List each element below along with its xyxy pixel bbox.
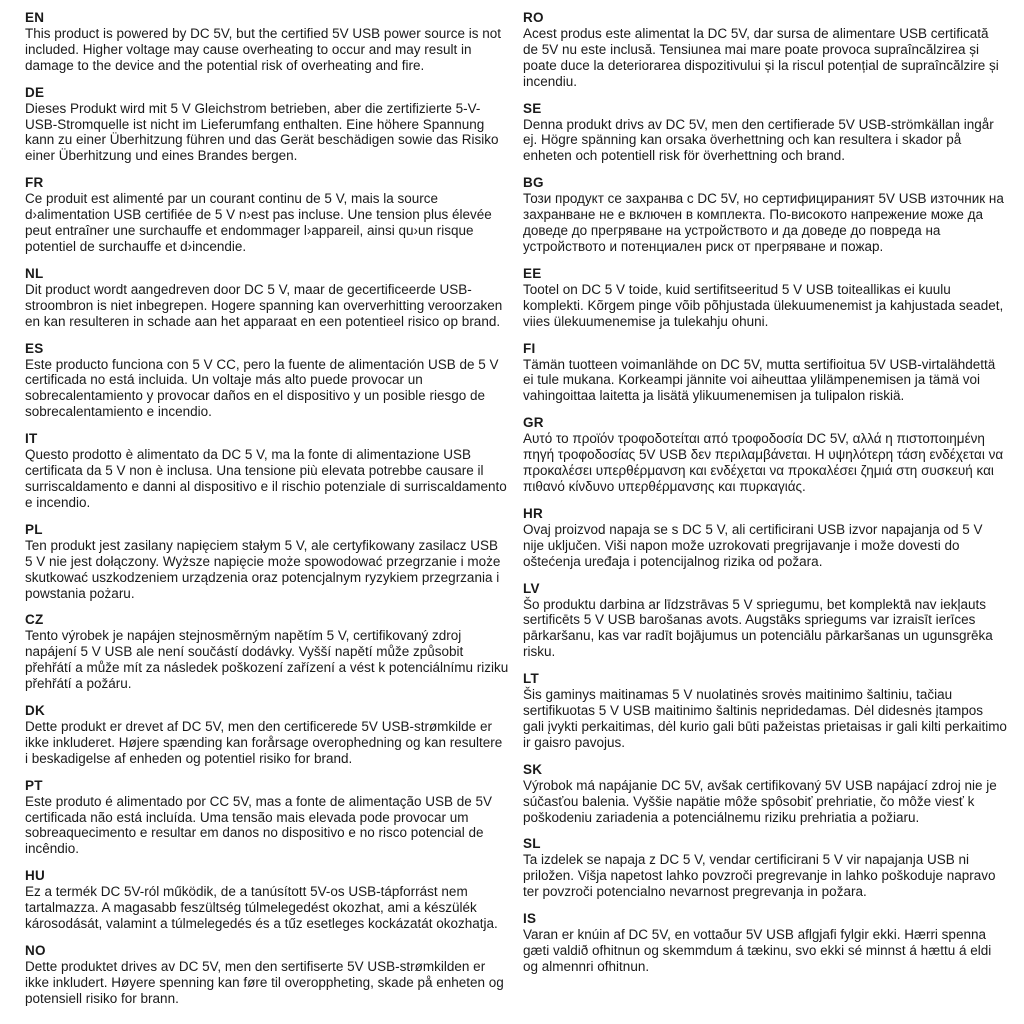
right-column <box>523 10 1007 1024</box>
language-section-se <box>523 101 1007 165</box>
language-section-hr <box>523 506 1007 570</box>
language-section-lt <box>523 671 1007 751</box>
language-code-label: HU <box>25 868 45 884</box>
warning-text: Този продукт се захранва с DC 5V, но сертифицираният 5V USB източник на захранване не е включен в комплекта. По-високото напрежение може да доведе до прегряване на устройството и да доведе до повреда на устройството и потенциален риск от прегряване и пожар. <box>523 191 1004 254</box>
language-code-label: RO <box>523 10 544 25</box>
warning-text: Ez a termék DC 5V-ról működik, de a tanúsított 5V-os USB-tápforrást nem tartalmazza. A magasabb feszültség túlmelegedést okozhat, ami a készülék károsodását, valamint a túlmelegedés és a tűz esetleges kockázatát okozhatja. <box>25 884 498 932</box>
language-section-lv <box>523 581 1007 661</box>
language-section-pt <box>25 778 509 858</box>
language-code-label: IT <box>25 431 38 447</box>
language-code-label: DK <box>25 703 45 719</box>
warning-text: Dette produktet drives av DC 5V, men den sertifiserte 5V USB-strømkilden er ikke inkludert. Høyere spenning kan føre til overoppheting, skade på enheten og potensiell risiko for brann. <box>25 958 504 1006</box>
language-section-gr <box>523 415 1007 495</box>
warning-text: Šis gaminys maitinamas 5 V nuolatinės srovės maitinimo šaltiniu, tačiau sertifikuotas 5 V USB maitinimo šaltinis nepridedamas. Dėl didesnės įtampos gali įvykti perkaitimas, dėl kurio gali būti pažeistas prietaisas ir gali kilti perkaitimo ir gaisro pavojus. <box>523 687 1007 750</box>
warning-text: Dette produkt er drevet af DC 5V, men den certificerede 5V USB-strømkilde er ikke inkluderet. Højere spænding kan forårsage overophedning og kan resultere i beskadigelse af enheden og potentiel risiko for brand. <box>25 718 503 766</box>
language-code-label: SK <box>523 761 543 777</box>
warning-text: Varan er knúin af DC 5V, en vottaður 5V USB aflgjafi fylgir ekki. Hærri spenna gæti valdið ofhitnun og skemmdum á tækinu, svo ekki sé minnst á hættu á eldi og almennri ofhitnun. <box>523 927 992 974</box>
language-code-label: SE <box>523 100 542 116</box>
warning-text: Dieses Produkt wird mit 5 V Gleichstrom betrieben, aber die zertifizierte 5-V-USB-Stromquelle ist nicht im Lieferumfang enthalten. Eine höhere Spannung kann zu einer Überhitzung führen und das Gerät beschädigen sowie das Risiko einer Überhitzung und eines Brandes bergen. <box>25 100 499 164</box>
warning-text: Este producto funciona con 5 V CC, pero la fuente de alimentación USB de 5 V certificada no está incluida. Un voltaje más alto puede provocar un sobrecalentamiento y provocar daños en el dispositivo y un posible riesgo de sobrecalentamiento e incendio. <box>25 356 499 420</box>
warning-text: Este produto é alimentado por CC 5V, mas a fonte de alimentação USB de 5V certificada não está incluída. Uma tensão mais elevada pode provocar um sobreaquecimento e resultar em danos no dispositivo e no risco potencial de incêndio. <box>25 793 493 857</box>
warning-text: Ce produit est alimenté par un courant continu de 5 V, mais la source d›alimentation USB certifiée de 5 V n›est pas incluse. Une tension plus élevée peut entraîner une surchauffe et endommager l›appareil, ainsi qu›un risque potentiel de surchauffe et d›incendie. <box>25 191 492 254</box>
language-section-sk <box>523 762 1007 826</box>
language-section-fr <box>25 175 509 255</box>
warning-text: Ten produkt jest zasilany napięciem stałym 5 V, ale certyfikowany zasilacz USB 5 V nie jest dołączony. Wyższe napięcie może spowodować przegrzanie i może skutkować uszkodzeniem urządzenia oraz potencjalnym ryzykiem przegrzania i powstania pożaru. <box>25 537 501 601</box>
language-code-label: ES <box>25 340 44 356</box>
language-section-dk <box>25 703 509 767</box>
language-code-label: DE <box>25 84 45 100</box>
language-code-label: FI <box>523 340 536 356</box>
warning-text: Denna produkt drivs av DC 5V, men den certifierade 5V USB-strömkällan ingår ej. Högre spänning kan orsaka överhettning och kan resultera i skador på enheten och potentiell risk för överhettning och brand. <box>523 116 994 164</box>
language-section-pl <box>25 522 509 602</box>
language-section-hu <box>25 868 509 932</box>
language-code-label: SL <box>523 836 541 852</box>
language-section-cz <box>25 612 509 692</box>
language-section-es <box>25 341 509 421</box>
language-code-label: PT <box>25 777 43 793</box>
language-section-en <box>25 10 509 74</box>
warning-text: Αυτό το προϊόν τροφοδοτείται από τροφοδοσία DC 5V, αλλά η πιστοποιημένη πηγή τροφοδοσίας 5V USB δεν περιλαμβάνεται. Η υψηλότερη τάση ενδέχεται να προκαλέσει υπερθέρμανση και ενδέχεται να προκαλέσει ζημιά στη συσκευή και πιθανό κίνδυνο υπερθέρμανσης και πυρκαγιάς. <box>523 431 1004 494</box>
language-section-ro <box>523 10 1007 90</box>
language-section-bg <box>523 175 1007 255</box>
language-code-label: HR <box>523 505 543 521</box>
warning-text: This product is powered by DC 5V, but the certified 5V USB power source is not included. Higher voltage may cause overheating to occur and may result in damage to the device and the potential risk of overheating and fire. <box>25 25 501 73</box>
warning-text: Šo produktu darbina ar līdzstrāvas 5 V spriegumu, bet komplektā nav iekļauts sertificēts 5 V USB barošanas avots. Augstāks spriegums var izraisīt ierīces pārkaršanu, kas var radīt bojājumus un potenciālu pārkaršanas un ugunsgrēka risku. <box>523 596 993 660</box>
language-code-label: EN <box>25 10 45 25</box>
language-code-label: GR <box>523 415 544 431</box>
left-column <box>25 10 509 1024</box>
warning-text: Ovaj proizvod napaja se s DC 5 V, ali certificirani USB izvor napajanja od 5 V nije uključen. Viši napon može uzrokovati pregrijavanje i može dovesti do oštećenja uređaja i potencijalnog rizika od požara. <box>523 521 983 569</box>
warning-text: Acest produs este alimentat la DC 5V, dar sursa de alimentare USB certificată de 5V nu este inclusă. Tensiunea mai mare poate provoca supraîncălzirea și poate duce la deteriorarea dispozitivului și la riscul potențial de supraîncălzire și incendiu. <box>523 25 999 89</box>
language-code-label: BG <box>523 175 544 191</box>
warning-text: Questo prodotto è alimentato da DC 5 V, ma la fonte di alimentazione USB certificata da 5 V non è inclusa. Una tensione più elevata potrebbe causare il surriscaldamento e danni al dispositivo e il rischio potenziale di surriscaldamento e incendio. <box>25 447 507 510</box>
warning-text: Tento výrobek je napájen stejnosměrným napětím 5 V, certifikovaný zdroj napájení 5 V USB ale není součástí dodávky. Vyšší napětí může způsobit přehřátí a může mít za následek poškození zařízení a vést k potenciálnímu riziku přehřátí a požáru. <box>25 628 509 692</box>
language-code-label: PL <box>25 521 43 537</box>
language-section-it <box>25 431 509 511</box>
language-section-nl <box>25 266 509 330</box>
language-section-no <box>25 943 509 1007</box>
warning-text: Výrobok má napájanie DC 5V, avšak certifikovaný 5V USB napájací zdroj nie je súčasťou balenia. Vyššie napätie môže spôsobiť prehriatie, čo môže viesť k poškodeniu zariadenia a potenciálnemu riziku prehriatia a požiaru. <box>523 777 997 825</box>
language-code-label: CZ <box>25 612 44 628</box>
language-code-label: FR <box>25 175 44 191</box>
language-code-label: EE <box>523 265 542 281</box>
language-section-ee <box>523 266 1007 330</box>
warning-text: Ta izdelek se napaja z DC 5 V, vendar certificirani 5 V vir napajanja USB ni priložen. Višja napetost lahko povzroči pregrevanje in lahko poškoduje napravo ter povzroči potencialno nevarnost pregrevanja in požara. <box>523 852 996 900</box>
language-code-label: NL <box>25 265 44 281</box>
language-section-de <box>25 85 509 165</box>
language-code-label: LT <box>523 671 539 687</box>
language-code-label: LV <box>523 580 540 596</box>
warning-text: Tämän tuotteen voimanlähde on DC 5V, mutta sertifioitua 5V USB-virtalähdettä ei tule mukana. Korkeampi jännite voi aiheuttaa ylilämpenemisen ja tämä voi vahingoittaa laitetta ja lisätä ylikuumenemisen ja tulipalon riskiä. <box>523 356 996 404</box>
language-section-is <box>523 911 1007 975</box>
language-code-label: NO <box>25 943 46 959</box>
language-section-fi <box>523 341 1007 405</box>
warning-text: Dit product wordt aangedreven door DC 5 V, maar de gecertificeerde USB-stroombron is niet inbegrepen. Hogere spanning kan oververhitting veroorzaken en kan resulteren in schade aan het apparaat en een potentieel risico op brand. <box>25 281 503 329</box>
language-section-sl <box>523 836 1007 900</box>
language-code-label: IS <box>523 911 537 927</box>
warning-text: Tootel on DC 5 V toide, kuid sertifitseeritud 5 V USB toiteallikas ei kuulu komplekti. Kõrgem pinge võib põhjustada ülekuumenemist ja kahjustada seadet, viies ülekuumenemise ja tulekahju ohuni. <box>523 281 1004 329</box>
